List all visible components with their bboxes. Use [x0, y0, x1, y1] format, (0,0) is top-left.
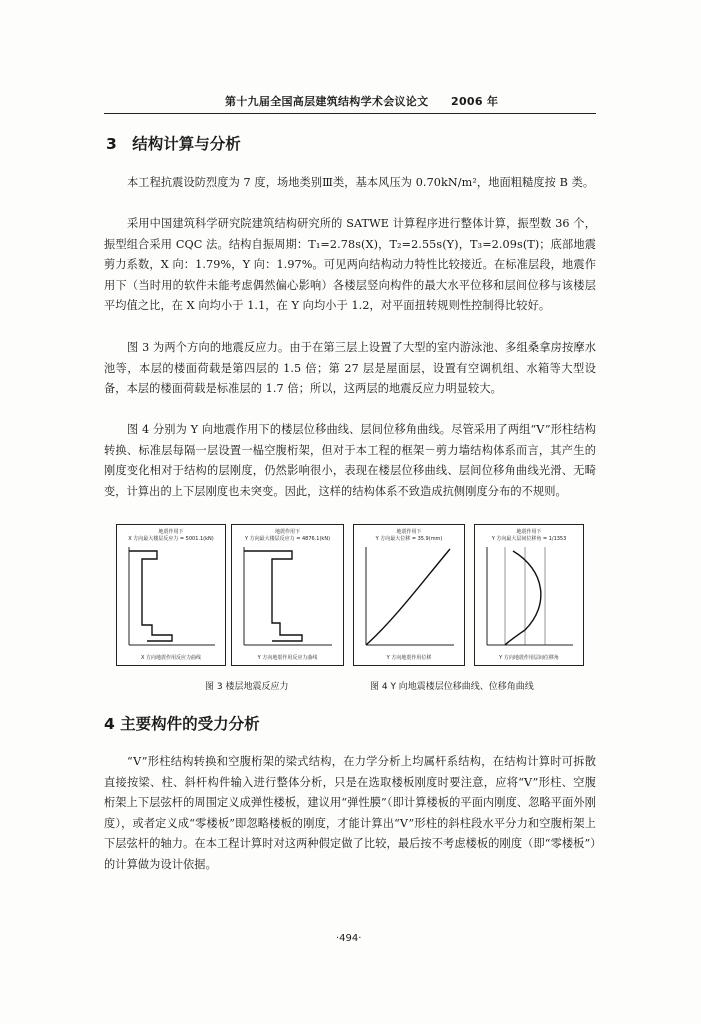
plot-x-label: Y 方向地震作用位移 [386, 655, 432, 661]
plot-subtitle: X 方向最大楼层反应力 = 5001.1(kN) [128, 536, 214, 542]
plot-x-label: X 方向地震作用反应力曲线 [140, 655, 202, 661]
plot-title: 地震作用下 [516, 529, 542, 535]
running-header: 第十九届全国高层建筑结构学术会议论文 2006 年 [225, 95, 499, 108]
section-3-paragraph-3: 图 3 为两个方向的地震反应力。由于在第三层上设置了大型的室内游泳池、多组桑拿房按摩水池等，本层的楼面荷载是第四层的 1.5 倍；第 27 层是屋面层，设置有空调机组、水箱等大型设备，本层的楼面荷载是标准层的 1.7 倍；所以，这两层的地震反应力明显较大。 [104, 341, 596, 396]
section-3-paragraph-1: 本工程抗震设防烈度为 7 度，场地类别Ⅲ类，基本风压为 0.70kN/m²，地面粗糙度按 B 类。 [127, 176, 595, 189]
header-rule [104, 113, 596, 114]
section-4-title: 4 主要构件的受力分析 [104, 715, 260, 733]
figure-3-caption: 图 3 楼层地震反应力 [205, 682, 289, 692]
section-3-paragraph-2: 采用中国建筑科学研究院建筑结构研究所的 SATWE 计算程序进行整体计算，振型数 36 个，振型组合采用 CQC 法。结构自振周期：T₁=2.78s(X)，T₂=2.55s(Y)，T₃=2.09s(T)；底部地震剪力系数，X 向：1.79%，Y 向：1.97%。可见两向结构动力特性比较接近。在标准层段，地震作用下（当时用的软件未能考虑偶然偏心影响）各楼层竖向构件的最大水平位移和层间位移与该楼层平均值之比，在 X 向均小于 1.1，在 Y 向均小于 1.2，对平面扭转规则性控制得比较好。 [104, 217, 596, 313]
x-reaction-curve [129, 551, 172, 641]
y-reaction-curve [244, 551, 302, 641]
section-3-paragraph-4: 图 4 分别为 Y 向地震作用下的楼层位移曲线、层间位移角曲线。尽管采用了两组“V”形柱结构转换、标准层每隔一层设置一榀空腹桁架，但对于本工程的框架－剪力墙结构体系而言，其产生的刚度变化相对于结构的层刚度，仍然影响很小，表现在楼层位移曲线、层间位移角曲线光滑、无畸变，计算出的上下层刚度也未突变。因此，这样的结构体系不致造成抗侧刚度分布的不规则。 [104, 423, 596, 498]
plot-subtitle: Y 方向最大位移 = 35.9(mm) [375, 536, 443, 542]
plot-x-label: Y 方向地震作用层间位移角 [499, 655, 559, 661]
plot-subtitle: Y 方向最大楼层反应力 = 4876.1(kN) [244, 536, 331, 542]
displacement-curve [366, 549, 450, 645]
figure-4-drift-angle-plot [474, 524, 584, 666]
figure-4-caption: 图 4 Y 向地震楼层位移曲线、位移角曲线 [370, 682, 534, 692]
plot-title: 地震作用下 [158, 529, 184, 535]
plot-title: 地震作用下 [396, 529, 422, 535]
page-number: ·494· [336, 933, 362, 944]
figure-4-displacement-plot [353, 524, 465, 666]
plot-x-label: Y 方向地震作用反应力曲线 [257, 655, 318, 661]
section-3-title: 3 结构计算与分析 [106, 135, 241, 153]
section-4-paragraph: “V”形柱结构转换和空腹桁架的梁式结构，在力学分析上均属杆系结构，在结构计算时可拆散直接按梁、柱、斜杆构件输入进行整体分析，只是在选取楼板刚度时要注意，应将“V”形柱、空腹桁架上下层弦杆的周围定义成弹性楼板，建议用“弹性膜”（即计算楼板的平面内刚度、忽略平面外刚度），或者定义成“零楼板”即忽略楼板的刚度，才能计算出“V”形柱的斜柱段水平分力和空腹桁架上下层弦杆的轴力。在本工程计算时对这两种假定做了比较，最后按不考虑楼板的刚度（即“零楼板”）的计算做为设计依据。 [104, 755, 596, 871]
drift-angle-curve [505, 551, 541, 645]
plot-subtitle: Y 方向最大层间位移角 = 1/1353 [491, 536, 567, 542]
plot-title: 地震作用下 [274, 529, 300, 535]
figure-3-y-reaction-plot [231, 524, 344, 666]
figure-3-x-reaction-plot [116, 524, 226, 666]
